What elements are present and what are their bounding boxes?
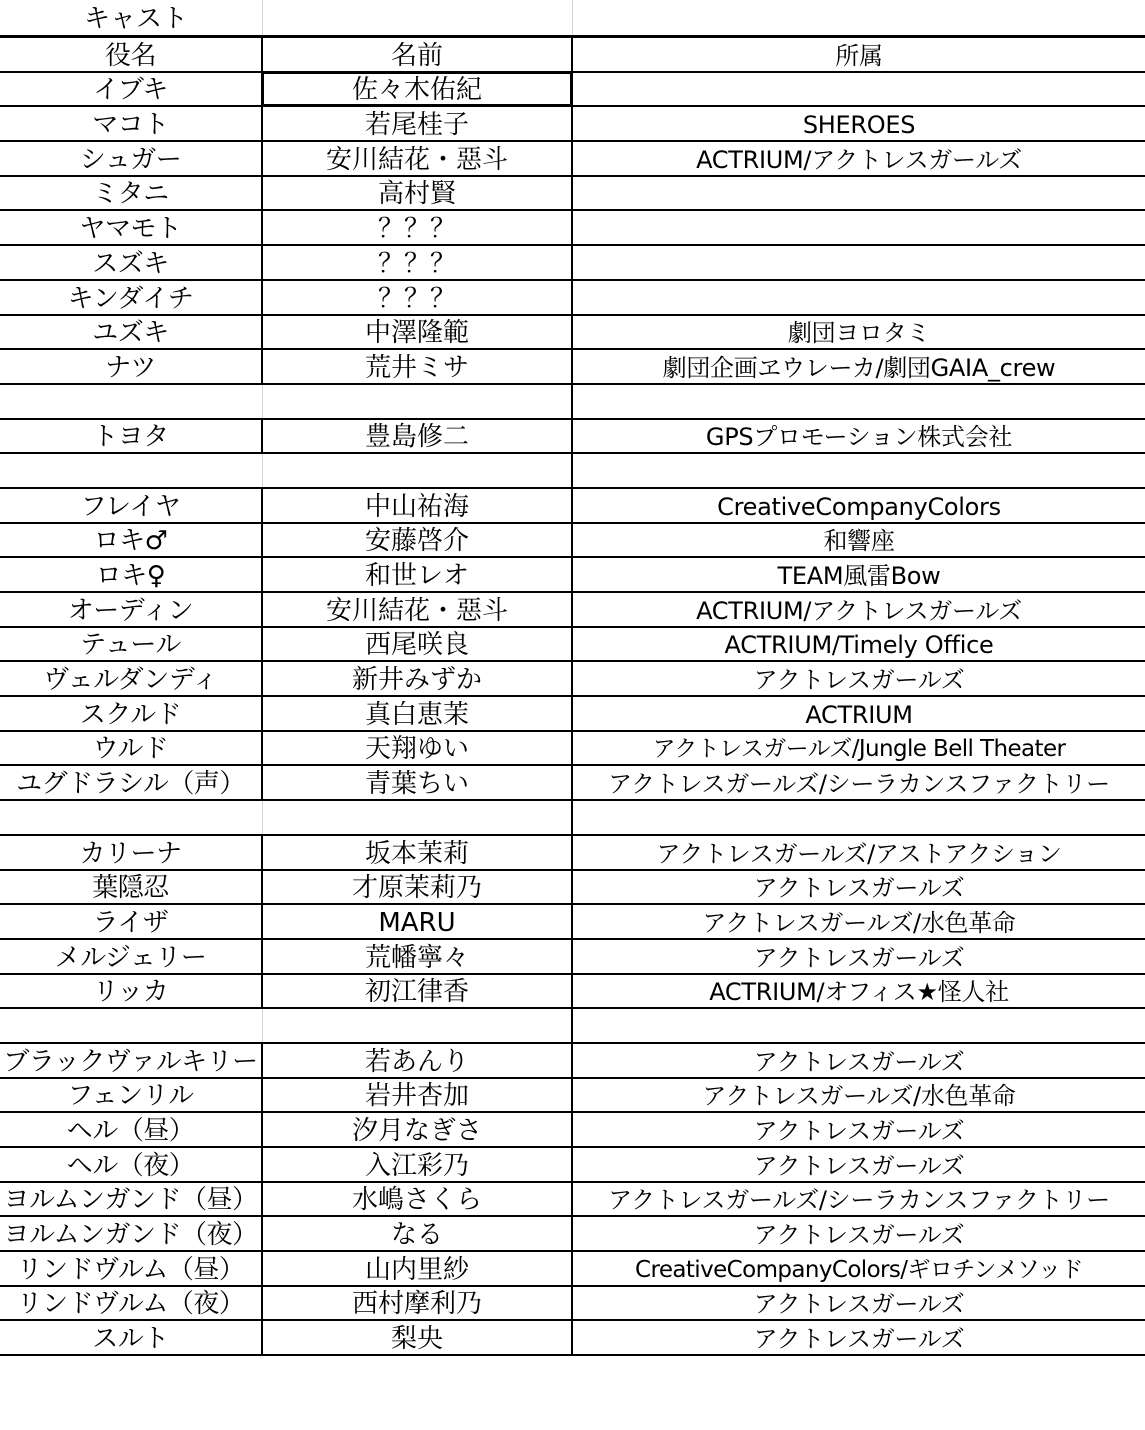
affiliation-cell[interactable]: アクトレスガールズ (572, 939, 1145, 974)
table-row (0, 349, 1145, 384)
table-row (0, 453, 1145, 488)
affiliation-cell[interactable]: アクトレスガールズ (572, 661, 1145, 696)
table-row (0, 870, 1145, 905)
affiliation-cell[interactable]: アクトレスガールズ (572, 1043, 1145, 1078)
caption-row (0, 0, 1145, 37)
table-row (0, 1216, 1145, 1251)
role-cell[interactable]: スクルド (0, 696, 262, 731)
role-cell[interactable]: ヤマモト (0, 210, 262, 245)
role-cell[interactable] (0, 1008, 262, 1043)
affiliation-cell[interactable]: ACTRIUM (572, 696, 1145, 731)
name-cell[interactable]: 安藤啓介 (262, 523, 572, 558)
affiliation-cell[interactable]: アクトレスガールズ (572, 1286, 1145, 1321)
name-cell[interactable]: MARU (262, 904, 572, 939)
name-cell[interactable]: 中澤隆範 (262, 315, 572, 350)
affiliation-cell[interactable] (572, 453, 1145, 488)
name-cell[interactable] (262, 453, 572, 488)
table-row (0, 280, 1145, 315)
sheet-title[interactable]: キャスト (84, 4, 189, 34)
name-cell[interactable] (262, 1008, 572, 1043)
role-cell[interactable]: メルジェリー (0, 939, 262, 974)
role-cell[interactable]: ウルド (0, 731, 262, 766)
name-cell[interactable]: 西尾咲良 (262, 627, 572, 662)
table-row (0, 765, 1145, 800)
gridline (262, 0, 263, 35)
role-cell[interactable]: スルト (0, 1320, 262, 1355)
role-cell[interactable]: オーディン (0, 592, 262, 627)
name-cell[interactable]: 西村摩利乃 (262, 1286, 572, 1321)
name-cell[interactable]: 青葉ちい (262, 765, 572, 800)
table-row (0, 72, 1145, 107)
table-row (0, 1043, 1145, 1078)
affiliation-cell[interactable]: ACTRIUM/オフィス★怪人社 (572, 974, 1145, 1009)
name-cell[interactable]: 高村賢 (262, 176, 572, 211)
affiliation-cell[interactable] (572, 280, 1145, 315)
role-cell[interactable]: リンドヴルム（昼） (0, 1251, 262, 1286)
header-name[interactable]: 名前 (262, 37, 572, 72)
name-cell[interactable]: 才原茉莉乃 (262, 870, 572, 905)
table-row (0, 1147, 1145, 1182)
affiliation-cell[interactable]: GPSプロモーション株式会社 (572, 419, 1145, 454)
role-cell[interactable]: マコト (0, 106, 262, 141)
name-cell[interactable]: ？？？ (262, 245, 572, 280)
affiliation-cell[interactable]: ACTRIUM/アクトレスガールズ (572, 141, 1145, 176)
table-row (0, 557, 1145, 592)
role-cell[interactable]: ナツ (0, 349, 262, 384)
role-cell[interactable]: ユグドラシル（声） (0, 765, 262, 800)
table-row (0, 1112, 1145, 1147)
role-cell[interactable] (0, 384, 262, 419)
affiliation-cell[interactable]: アクトレスガールズ (572, 1320, 1145, 1355)
header-role[interactable]: 役名 (0, 37, 262, 72)
table-row (0, 731, 1145, 766)
role-cell[interactable]: ロキ♂ (0, 523, 262, 558)
table-row (0, 523, 1145, 558)
table-row (0, 835, 1145, 870)
role-cell[interactable]: ヨルムンガンド（夜） (0, 1216, 262, 1251)
affiliation-cell[interactable]: ACTRIUM/アクトレスガールズ (572, 592, 1145, 627)
table-row (0, 1286, 1145, 1321)
affiliation-cell[interactable] (572, 72, 1145, 107)
affiliation-cell[interactable]: アクトレスガールズ/アストアクション (572, 835, 1145, 870)
name-cell[interactable]: 和世レオ (262, 557, 572, 592)
affiliation-cell[interactable]: アクトレスガールズ (572, 1216, 1145, 1251)
role-cell[interactable]: キンダイチ (0, 280, 262, 315)
affiliation-cell[interactable]: 和響座 (572, 523, 1145, 558)
table-row (0, 974, 1145, 1009)
table-row (0, 1320, 1145, 1355)
name-cell[interactable]: 山内里紗 (262, 1251, 572, 1286)
name-cell[interactable]: 佐々木佑紀 (262, 72, 572, 107)
role-cell[interactable]: スズキ (0, 245, 262, 280)
name-cell[interactable] (262, 800, 572, 835)
table-row (0, 939, 1145, 974)
affiliation-cell[interactable] (572, 1008, 1145, 1043)
name-cell[interactable]: 岩井杏加 (262, 1078, 572, 1113)
role-cell[interactable]: ライザ (0, 904, 262, 939)
name-cell[interactable]: なる (262, 1216, 572, 1251)
role-cell[interactable]: ヨルムンガンド（昼） (0, 1182, 262, 1217)
name-cell[interactable]: 初江律香 (262, 974, 572, 1009)
role-cell[interactable]: 葉隠忍 (0, 870, 262, 905)
table-row (0, 800, 1145, 835)
table-row (0, 245, 1145, 280)
table-row (0, 1078, 1145, 1113)
affiliation-cell[interactable]: アクトレスガールズ/水色革命 (572, 1078, 1145, 1113)
name-cell[interactable]: 豊島修二 (262, 419, 572, 454)
name-cell[interactable]: 入江彩乃 (262, 1147, 572, 1182)
role-cell[interactable]: ロキ♀ (0, 557, 262, 592)
affiliation-cell[interactable] (572, 384, 1145, 419)
role-cell[interactable]: シュガー (0, 141, 262, 176)
role-cell[interactable]: フェンリル (0, 1078, 262, 1113)
role-cell[interactable] (0, 800, 262, 835)
affiliation-cell[interactable]: SHEROES (572, 106, 1145, 141)
table-row (0, 106, 1145, 141)
cast-table (0, 36, 1145, 1356)
name-cell[interactable] (262, 384, 572, 419)
table-row (0, 696, 1145, 731)
affiliation-cell[interactable]: アクトレスガールズ (572, 1147, 1145, 1182)
affiliation-cell[interactable]: アクトレスガールズ (572, 1112, 1145, 1147)
name-cell[interactable]: 若あんり (262, 1043, 572, 1078)
table-row (0, 315, 1145, 350)
role-cell[interactable]: ヴェルダンディ (0, 661, 262, 696)
name-cell[interactable]: 新井みずか (262, 661, 572, 696)
affiliation-cell[interactable]: 劇団ヨロタミ (572, 315, 1145, 350)
table-row (0, 592, 1145, 627)
affiliation-cell[interactable]: CreativeCompanyColors (572, 488, 1145, 523)
table-row (0, 419, 1145, 454)
role-cell[interactable]: ミタニ (0, 176, 262, 211)
role-cell[interactable]: ヘル（昼） (0, 1112, 262, 1147)
affiliation-cell[interactable]: CreativeCompanyColors/ギロチンメソッド (572, 1251, 1145, 1286)
affiliation-cell[interactable] (572, 176, 1145, 211)
table-row (0, 904, 1145, 939)
name-cell[interactable]: 真白恵茉 (262, 696, 572, 731)
table-row (0, 661, 1145, 696)
affiliation-cell[interactable]: アクトレスガールズ/水色革命 (572, 904, 1145, 939)
role-cell[interactable]: イブキ (0, 72, 262, 107)
affiliation-cell[interactable] (572, 210, 1145, 245)
role-cell[interactable]: ユズキ (0, 315, 262, 350)
role-cell[interactable]: ブラックヴァルキリー (0, 1043, 262, 1078)
name-cell[interactable]: 梨央 (262, 1320, 572, 1355)
affiliation-cell[interactable] (572, 800, 1145, 835)
role-cell[interactable]: ヘル（夜） (0, 1147, 262, 1182)
name-cell[interactable]: ？？？ (262, 210, 572, 245)
table-row (0, 1251, 1145, 1286)
affiliation-cell[interactable]: アクトレスガールズ (572, 870, 1145, 905)
role-cell[interactable]: リッカ (0, 974, 262, 1009)
role-cell[interactable]: リンドヴルム（夜） (0, 1286, 262, 1321)
name-cell[interactable]: 汐月なぎさ (262, 1112, 572, 1147)
affiliation-cell[interactable] (572, 245, 1145, 280)
name-cell[interactable]: 中山祐海 (262, 488, 572, 523)
affiliation-cell[interactable]: TEAM風雷Bow (572, 557, 1145, 592)
table-row (0, 384, 1145, 419)
table-row (0, 627, 1145, 662)
role-cell[interactable]: テュール (0, 627, 262, 662)
role-cell[interactable]: トヨタ (0, 419, 262, 454)
affiliation-cell[interactable]: アクトレスガールズ/シーラカンスファクトリー (572, 765, 1145, 800)
table-row (0, 1182, 1145, 1217)
table-row (0, 141, 1145, 176)
name-cell[interactable]: 安川結花・惡斗 (262, 141, 572, 176)
table-row (0, 488, 1145, 523)
header-row (0, 37, 1145, 72)
table-row (0, 176, 1145, 211)
header-affiliation[interactable]: 所属 (572, 37, 1145, 72)
name-cell[interactable]: 安川結花・惡斗 (262, 592, 572, 627)
affiliation-cell[interactable]: アクトレスガールズ/シーラカンスファクトリー (572, 1182, 1145, 1217)
name-cell[interactable]: ？？？ (262, 280, 572, 315)
role-cell[interactable]: カリーナ (0, 835, 262, 870)
role-cell[interactable]: フレイヤ (0, 488, 262, 523)
name-cell[interactable]: 天翔ゆい (262, 731, 572, 766)
name-cell[interactable]: 坂本茉莉 (262, 835, 572, 870)
affiliation-cell[interactable]: アクトレスガールズ/Jungle Bell Theater (572, 731, 1145, 766)
name-cell[interactable]: 荒幡寧々 (262, 939, 572, 974)
table-row (0, 210, 1145, 245)
affiliation-cell[interactable]: ACTRIUM/Timely Office (572, 627, 1145, 662)
gridline (572, 0, 573, 35)
affiliation-cell[interactable]: 劇団企画ヱウレーカ/劇団GAIA_crew (572, 349, 1145, 384)
name-cell[interactable]: 荒井ミサ (262, 349, 572, 384)
table-row (0, 1008, 1145, 1043)
role-cell[interactable] (0, 453, 262, 488)
name-cell[interactable]: 水嶋さくら (262, 1182, 572, 1217)
name-cell[interactable]: 若尾桂子 (262, 106, 572, 141)
